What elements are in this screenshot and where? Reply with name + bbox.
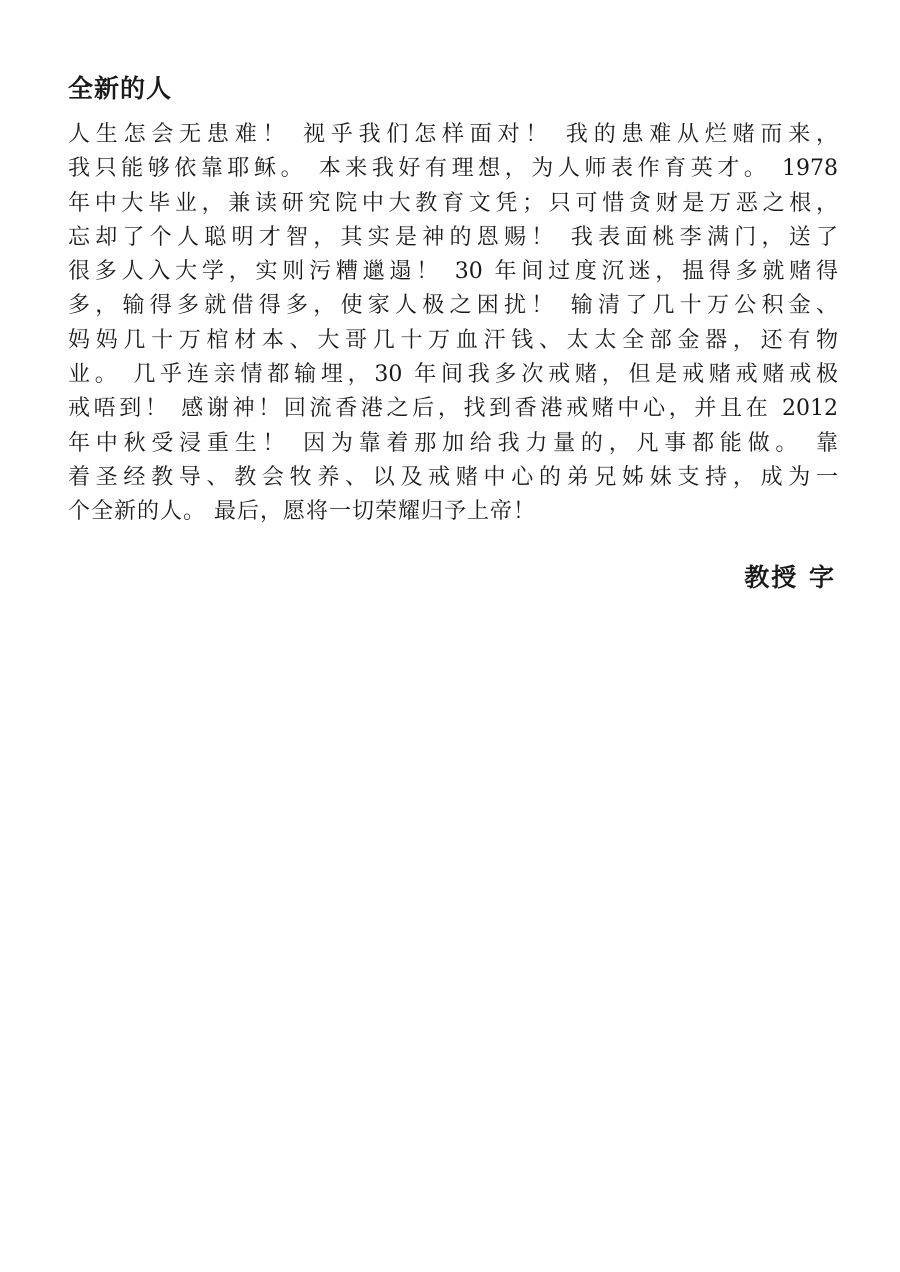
body-line: 戒唔到！ 感谢神！回流香港之后，找到香港戒赌中心，并且在 2012 xyxy=(68,396,838,422)
body-line: 个全新的人。 最后，愿将一切荣耀归予上帝！ xyxy=(68,499,536,525)
body-line: 人生怎会无患难！ 视乎我们怎样面对！ 我的患难从烂赌而来， xyxy=(68,122,838,147)
body-line: 着圣经教导、教会牧养、以及戒赌中心的弟兄姊妹支持，成为一 xyxy=(68,464,838,490)
body-line: 很多人入大学，实则污糟邋遢！ 30 年间过度沉迷，揾得多就赌得 xyxy=(68,259,838,285)
body-line: 年中秋受浸重生！ 因为靠着那加给我力量的，凡事都能做。 靠 xyxy=(68,430,838,456)
testimony-body xyxy=(68,118,838,530)
body-line: 妈妈几十万棺材本、大哥几十万血汗钱、太太全部金器，还有物 xyxy=(68,327,838,353)
body-line: 年中大毕业，兼读研究院中大教育文凭；只可惜贪财是万恶之根， xyxy=(68,190,838,216)
document-title: 全新的人 xyxy=(68,74,173,103)
body-line: 业。 几乎连亲情都输埋，30 年间我多次戒赌，但是戒赌戒赌戒极 xyxy=(68,362,838,388)
author-signature: 教授 字 xyxy=(744,563,836,592)
body-line: 多，输得多就借得多，使家人极之困扰！ 输清了几十万公积金、 xyxy=(68,293,838,319)
body-line: 忘却了个人聪明才智，其实是神的恩赐！ 我表面桃李满门，送了 xyxy=(68,224,838,250)
body-line: 我只能够依靠耶稣。 本来我好有理想，为人师表作育英才。 1978 xyxy=(68,156,838,182)
